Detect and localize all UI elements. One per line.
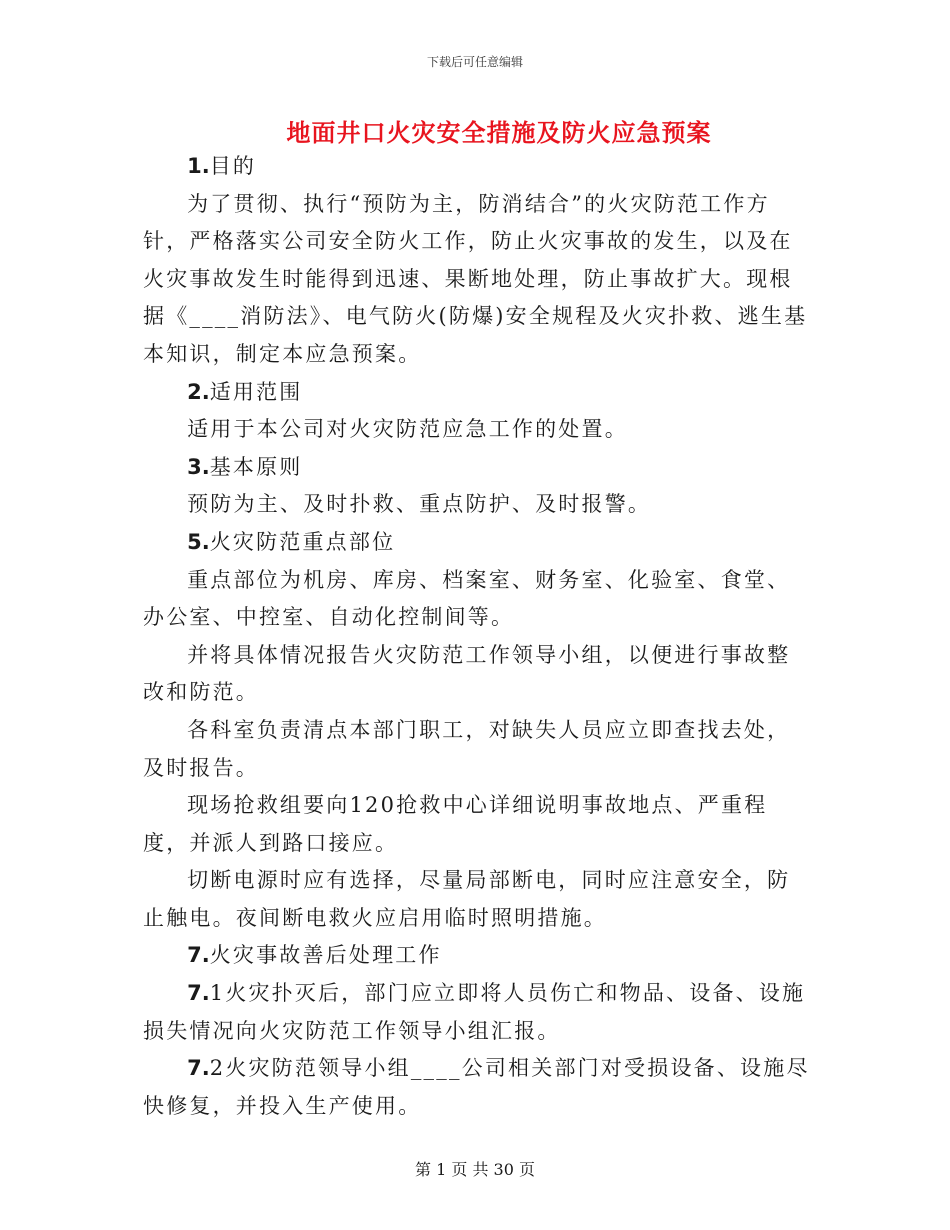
paragraph-text: 目的 xyxy=(209,154,257,178)
paragraph-text: 重点部位为机房、库房、档案室、财务室、化验室、食堂、办公室、中控室、自动化控制间等。 xyxy=(143,567,791,630)
section-number: 2. xyxy=(187,379,210,404)
section-number: 3. xyxy=(187,454,210,479)
page-footer: 第 1 页 共 30 页 xyxy=(415,1160,535,1179)
paragraph-text: 适用于本公司对火灾防范应急工作的处置。 xyxy=(187,417,628,442)
paragraph-text: 切断电源时应有选择，尽量局部断电，同时应注意安全，防止触电。夜间断电救火应启用临时照明措施。 xyxy=(143,868,791,930)
paragraph xyxy=(143,712,813,787)
document-title: 地面井口火灾安全措施及防火应急预案 xyxy=(286,119,712,147)
paragraph xyxy=(143,562,813,637)
paragraph xyxy=(143,411,813,449)
paragraph-text: 1火灾扑灭后，部门应立即将人员伤亡和物品、设备、设施损失情况向火灾防范工作领导小组汇报。 xyxy=(143,981,806,1043)
section-number: 7. xyxy=(187,943,210,968)
paragraph-text: 现场抢救组要向120抢救中心详细说明事故地点、严重程度，并派人到路口接应。 xyxy=(143,793,768,855)
header-note: 下载后可任意编辑 xyxy=(426,55,523,69)
paragraph xyxy=(143,862,813,937)
paragraph xyxy=(143,937,813,975)
section-number: 5. xyxy=(187,529,210,554)
paragraph-text: 火灾事故善后处理工作 xyxy=(209,943,442,968)
paragraph-text: 各科室负责清点本部门职工，对缺失人员应立即查找去处，及时报告。 xyxy=(143,717,791,780)
paragraph-text: 2火灾防范领导小组____公司相关部门对受损设备、设施尽快修复，并投入生产使用。 xyxy=(143,1056,810,1118)
paragraph xyxy=(143,1050,813,1125)
paragraph-text: 并将具体情况报告火灾防范工作领导小组，以便进行事故整改和防范。 xyxy=(143,642,791,705)
paragraph-text: 适用范围 xyxy=(209,379,303,404)
paragraph xyxy=(143,449,813,487)
document-body xyxy=(143,148,813,1125)
paragraph xyxy=(143,975,813,1050)
paragraph xyxy=(143,148,813,186)
paragraph xyxy=(143,524,813,562)
section-number: 1. xyxy=(187,154,210,178)
paragraph xyxy=(143,787,813,862)
section-number: 7. xyxy=(187,1056,210,1081)
paragraph xyxy=(143,186,813,374)
section-number: 7. xyxy=(187,981,210,1006)
paragraph-text: 预防为主、及时扑救、重点防护、及时报警。 xyxy=(187,492,652,517)
paragraph-text: 火灾防范重点部位 xyxy=(209,529,396,554)
paragraph xyxy=(143,486,813,524)
paragraph xyxy=(143,637,813,712)
paragraph-text: 基本原则 xyxy=(209,454,303,479)
paragraph-text: 为了贯彻、执行“预防为主，防消结合”的火灾防范工作方针，严格落实公司安全防火工作，防止火灾事故的发生，以及在火灾事故发生时能得到迅速、果断地处理，防止事故扩大。现根据《____消防法》、电气防火(防爆)安全规程及火灾扑救、逃生基本知识，制定本应急预案。 xyxy=(143,191,808,366)
paragraph xyxy=(143,374,813,412)
